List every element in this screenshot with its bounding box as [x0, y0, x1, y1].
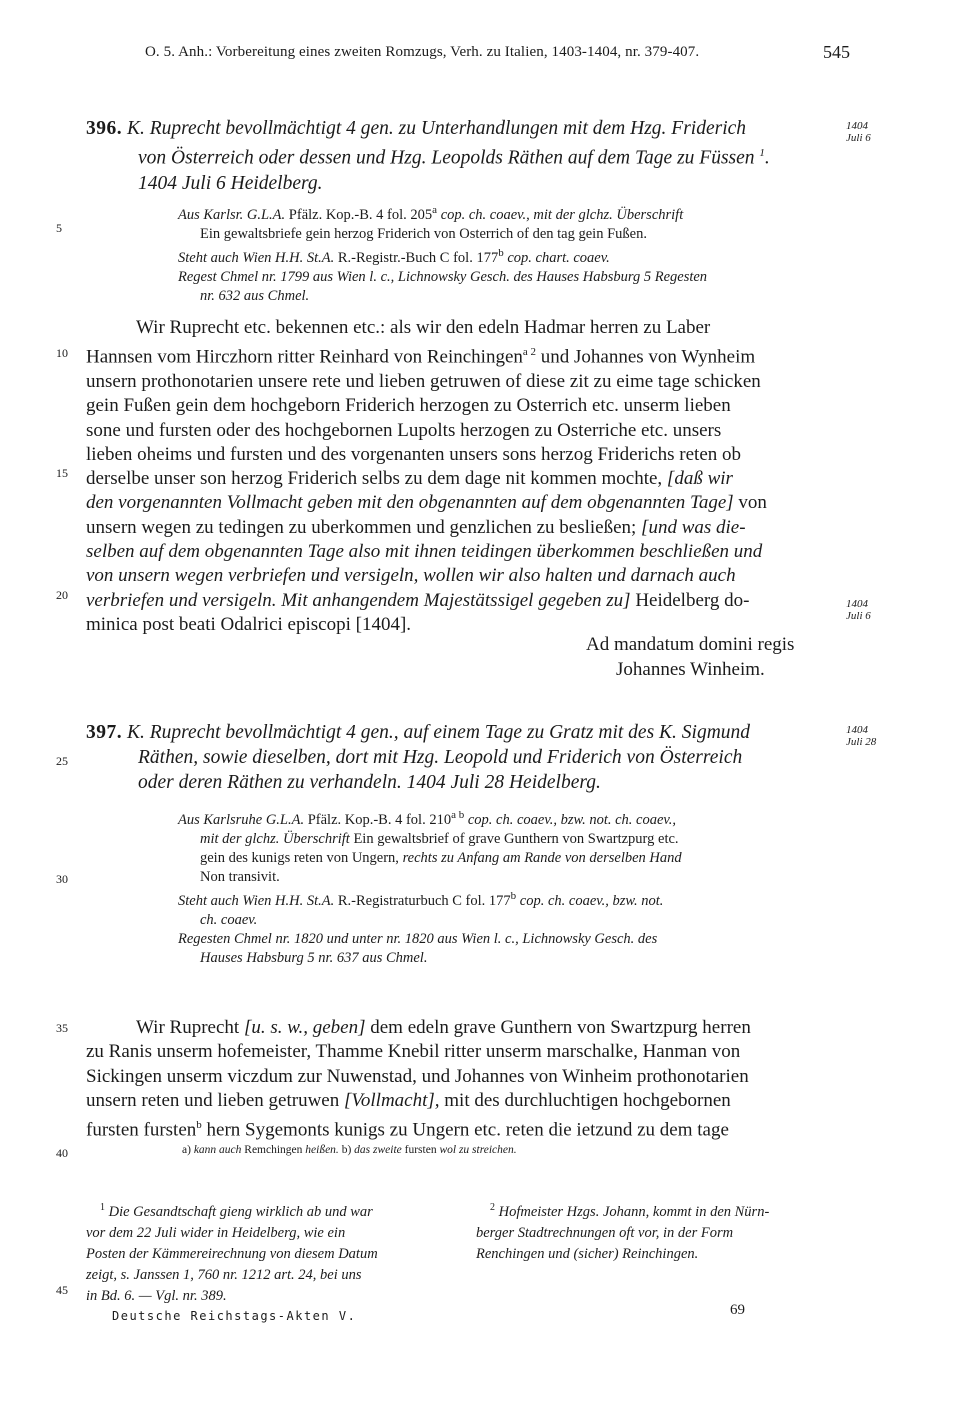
footnote-line: Posten der Kämmereirechnung von diesem Datum [86, 1245, 378, 1262]
margin-date [846, 724, 876, 748]
footnote-mark: 1 [759, 147, 765, 159]
text-line: Sickingen unserm viczdum zur Nuwenstad, und Johannes von Winheim prothonotarien [86, 1065, 749, 1087]
source-text: Regesten Chmel nr. 1820 und unter nr. 1820 aus Wien l. c., Lichnowsky Gesch. des [178, 930, 658, 947]
source-text: Aus Karlsr. G.L.A. [178, 206, 286, 223]
line-number: 30 [56, 872, 68, 886]
text-line [86, 491, 842, 515]
critical-notes [182, 1144, 517, 1156]
line-number: 15 [56, 466, 68, 480]
footnote-mark: 2 [490, 1202, 495, 1213]
source-text: ch. coaev. [200, 911, 258, 928]
heading-line: K. Ruprecht bevollmächtigt 4 gen. zu Unterhandlungen mit dem Hzg. Friderich [127, 118, 747, 139]
note-text: heißen. [305, 1144, 339, 1156]
text-span: Heidelberg do- [635, 589, 750, 611]
source-sup: a [432, 204, 438, 216]
note-label: b) [341, 1144, 352, 1156]
footnote-line: zeigt, s. Janssen 1, 760 nr. 1212 art. 24, bei uns [86, 1266, 362, 1283]
margin-year: 1404 [846, 120, 868, 132]
line-number: 40 [56, 1146, 68, 1160]
entry-number: 396. [86, 118, 123, 139]
entry-number: 397. [86, 722, 123, 743]
line-number: 10 [56, 346, 68, 360]
footer-signature-number: 69 [730, 1302, 745, 1318]
text-span: und Johannes von Wynheim [540, 346, 756, 368]
text-span: Wir Ruprecht [136, 1017, 240, 1038]
text-span: dem edeln grave Gunthern von Swartzpurg herren [370, 1017, 751, 1038]
margin-day: Juli 6 [846, 610, 871, 622]
text-span: [und was die- [641, 516, 746, 538]
margin-day: Juli 6 [846, 132, 871, 144]
source-text: cop. chart. coaev. [507, 249, 610, 266]
text-span: unsern reten und lieben getruwen [86, 1089, 340, 1111]
entry-397-source [178, 806, 842, 968]
text-span: von [738, 492, 767, 514]
text-span: unsern wegen zu tedingen zu uberkommen und genzlichen zu besließen; [86, 516, 637, 538]
source-text: mit der glchz. Überschrift [200, 830, 350, 847]
signature-name: Johannes Winheim. [616, 659, 765, 680]
text-line [86, 1089, 842, 1113]
entry-397-heading [86, 720, 846, 795]
source-text: Steht auch Wien H.H. St.A. [178, 892, 335, 909]
source-text: cop. ch. coaev., bzw. not. [519, 892, 664, 909]
note-text: fursten [404, 1144, 437, 1156]
source-text: Aus Karlsruhe G.L.A. [178, 811, 305, 828]
text-line: gein Fußen gein dem hochgeborn Friderich herzogen zu Osterrich etc. unserm lieben [86, 395, 731, 417]
text-span: derselbe unser son herzog Friderich selbs zu dem dage nit kommen mochte, [86, 468, 663, 490]
note-text: Remchingen [244, 1144, 303, 1156]
note-mark: a 2 [522, 346, 537, 359]
source-text: Regest Chmel nr. 1799 aus Wien l. c., Lichnowsky Gesch. des Hauses Habsburg 5 Regesten [178, 268, 708, 285]
footnote-line: Hofmeister Hzgs. Johann, kommt in den Nürn- [498, 1203, 770, 1220]
heading-line: K. Ruprecht bevollmächtigt 4 gen., auf einem Tage zu Gratz mit des K. Sigmund [127, 722, 751, 743]
text-span: den vorgenannten Vollmacht geben mit den obgenannten auf dem obgenannten Tage] [86, 492, 734, 514]
footnote-2 [476, 1197, 842, 1265]
heading-line: Räthen, sowie dieselben, dort mit Hzg. Leopold und Friderich von Österreich [138, 747, 743, 768]
text-span: [daß wir [666, 468, 733, 490]
signature-line: Ad mandatum domini regis [586, 634, 795, 655]
text-line: lieben oheims und fursten und des vorgenanten unsers sons herzog Friderichs reten ob [86, 443, 741, 465]
footnote-line: in Bd. 6. — Vgl. nr. 389. [86, 1287, 227, 1304]
text-line: unsern prothonotarien unsere rete und lieben getruwen of diese zit zu eime tage schicken [86, 370, 761, 392]
footnote-mark: 1 [100, 1202, 105, 1213]
footnote-1 [86, 1197, 454, 1307]
source-text: R.-Registr.-Buch C fol. 177 [337, 249, 499, 266]
text-line [86, 1016, 842, 1040]
text-span: [Vollmacht], [344, 1089, 440, 1111]
note-mark: b [196, 1119, 202, 1132]
source-text: Ein gewaltsbrief of grave Gunthern von Swartzpurg etc. [353, 830, 679, 847]
heading-line: oder deren Räthen zu verhandeln. 1404 Juli 28 Heidelberg. [138, 772, 601, 793]
margin-day: Juli 28 [846, 736, 877, 748]
heading-line: 1404 Juli 6 Heidelberg. [138, 172, 323, 194]
heading-line: von Österreich oder dessen und Hzg. Leopolds Räthen auf dem Tage zu Füssen [138, 147, 755, 169]
text-span: hern Sygemonts kunigs zu Ungern etc. reten die ietzund zu dem tage [206, 1119, 729, 1141]
source-text: Steht auch Wien H.H. St.A. [178, 249, 335, 266]
text-span: verbriefen und versigeln. Mit anhangendem Majestätssigel gegeben zu] [86, 589, 631, 611]
text-line: selben auf dem obgenannten Tage also mit ihnen teidingen überkommen beschließen und [86, 541, 763, 562]
running-title: O. 5. Anh.: Vorbereitung eines zweiten Romzugs, Verh. zu Italien, 1403-1404, nr. 379-407. [145, 44, 700, 60]
source-sup: b [498, 246, 504, 259]
text-line: sone und fursten oder des hochgebornen Lupolts herzogen zu Osterriche etc. unsers [86, 419, 722, 441]
text-span: [u. s. w., geben] [243, 1017, 366, 1038]
source-sup: a b [451, 809, 465, 821]
text-line [86, 340, 842, 370]
source-text: Hauses Habsburg 5 nr. 637 aus Chmel. [200, 949, 428, 966]
line-number: 25 [56, 754, 68, 768]
text-span: fursten fursten [86, 1119, 197, 1141]
source-sup: b [510, 889, 517, 902]
source-text: Non transivit. [200, 868, 280, 885]
text-line: Wir Ruprecht etc. bekennen etc.: als wir den edeln Hadmar herren zu Laber [136, 317, 711, 338]
footer-series-title: Deutsche Reichstags-Akten V. [112, 1309, 357, 1323]
line-number: 5 [56, 221, 62, 235]
source-text: cop. ch. coaev., mit der glchz. Überschrift [440, 206, 684, 223]
entry-397-text [86, 1016, 842, 1143]
source-text: gein des kunigs reten von Ungern, [200, 849, 399, 866]
text-span: [1404]. [355, 613, 412, 635]
text-line [86, 1113, 842, 1143]
text-line [86, 467, 842, 491]
footnote-line: vor dem 22 Juli wider in Heidelberg, wie ein [86, 1224, 346, 1241]
note-text: kann auch [193, 1144, 242, 1156]
source-text: cop. ch. coaev., bzw. not. ch. coaev., [467, 811, 677, 828]
line-number: 45 [56, 1283, 68, 1297]
entry-396-heading: 396. K. Ruprecht bevollmächtigt 4 gen. zu Unterhandlungen mit dem Hzg. Friderich von Österreich oder dessen und Hzg. Leopolds Räthen auf dem Tage zu Füssen $^1$. 1404 Juli 6 Heidelberg. [86, 116, 846, 196]
entry-396-text [86, 316, 842, 637]
line-number: 35 [56, 1021, 68, 1035]
source-text: nr. 632 aus Chmel. [200, 287, 310, 304]
entry-396-source [178, 201, 842, 306]
margin-year: 1404 [846, 724, 868, 736]
note-label: a) [182, 1144, 191, 1156]
text-line [86, 589, 842, 613]
line-number: 20 [56, 588, 68, 602]
margin-date [846, 598, 871, 622]
footnote-line: berger Stadtrechnungen oft vor, in der Form [476, 1224, 734, 1241]
source-text: Ein gewaltsbriefe gein herzog Friderich von Osterrich of den tag gein Fußen. [200, 225, 647, 242]
text-line [86, 516, 842, 540]
source-text: rechts zu Anfang am Rande von derselben Hand [402, 849, 682, 866]
text-line: zu Ranis unserm hofemeister, Thamme Knebil ritter unserm marschalke, Hanman von [86, 1041, 741, 1063]
note-text: wol zu streichen. [439, 1144, 517, 1156]
source-text: R.-Registraturbuch C fol. 177 [337, 892, 511, 909]
page-number: 545 [823, 42, 850, 62]
text-span: minica post beati Odalrici episcopi [86, 613, 351, 635]
source-text: Pfälz. Kop.-B. 4 fol. 205 [288, 206, 433, 223]
footnote-line: Die Gesandtschaft gieng wirklich ab und war [108, 1203, 373, 1220]
margin-year: 1404 [846, 598, 868, 610]
text-span: Hannsen vom Hirczhorn ritter Reinhard von Reinchingen [86, 346, 523, 368]
note-text: das zweite [354, 1144, 402, 1156]
source-text: Pfälz. Kop.-B. 4 fol. 210 [307, 811, 452, 828]
text-span: mit des durchluchtigen hochgebornen [444, 1089, 731, 1111]
text-line: von unsern wegen verbriefen und versigeln, wollen wir also halten und darnach auch [86, 565, 736, 587]
footnote-line: Renchingen und (sicher) Reinchingen. [476, 1245, 699, 1262]
margin-date [846, 120, 871, 144]
